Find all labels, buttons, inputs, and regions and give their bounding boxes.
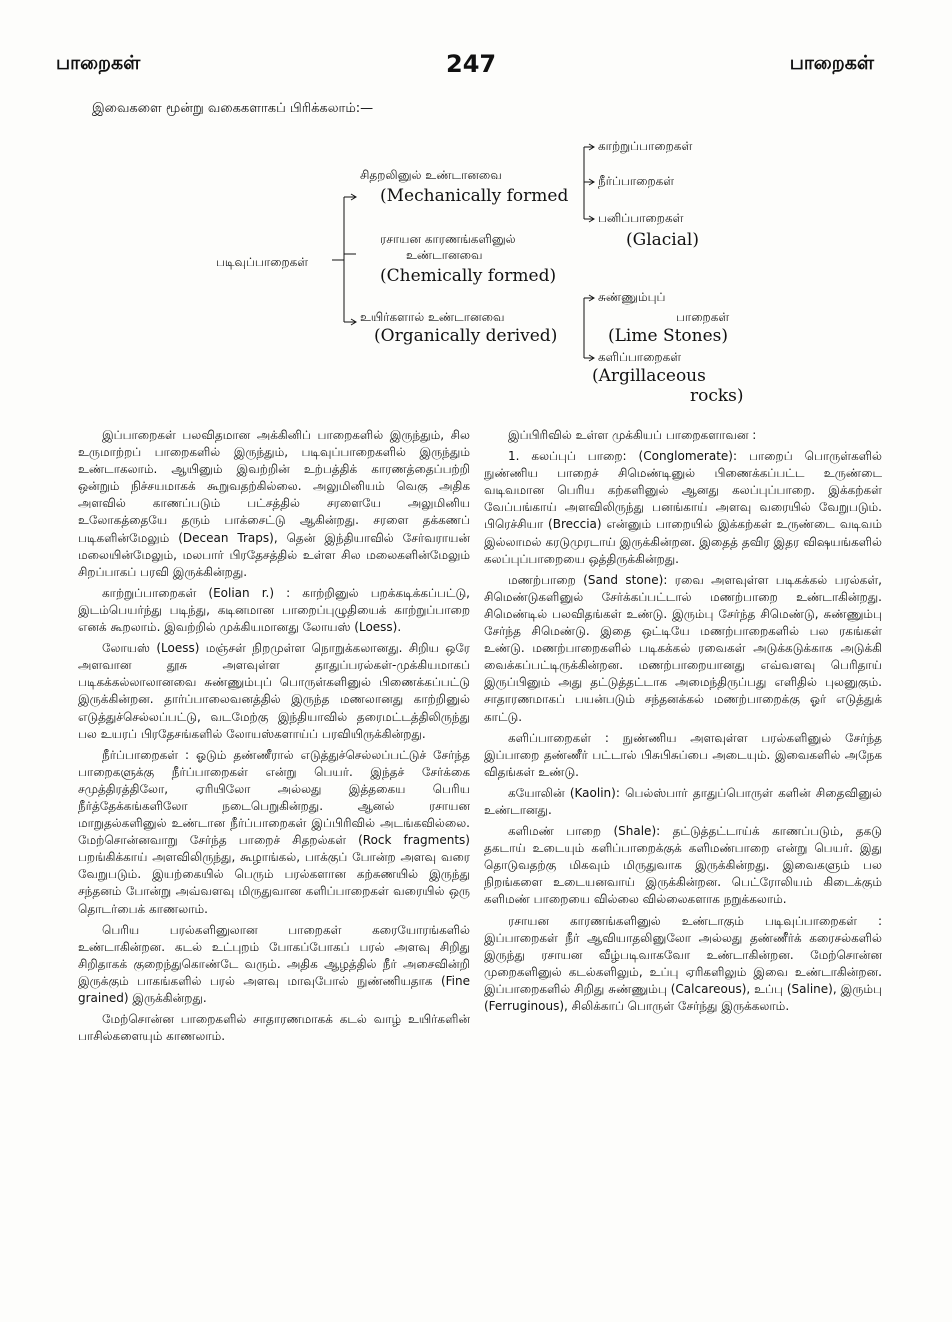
paragraph: மணற்பாறை (Sand stone): ரவை அளவுள்ள படிகக்கல் பரல்கள், சிமெண்டுகளினுல் சேர்க்கப்பட்டால் மணற்பாறை உண்டாகின்றது. சிமெண்டில் பலவிதங்கள் உண்டு. இரும்பு சேர்ந்த சிமெண்டு, சுண்ணும்பு சேர்ந்த சிமெண்டு. இதை ஒட்டியே மணற்பாறைகளில் பல ரகங்கள் உண்டு. மணற்பாறைகளில் படிகக்கல் ரவைகள் அடுக்கடுக்காக அடுக்கி வைக்கப்பட்டிருக்கின்றன. மணற்பாறையானது எவ்வளவு பெரிதாய் இருப்பினும் அது தட்டுத்தட்டாக அமைந்திருப்பது எளிதில் புலனுகும். சாதாரணமாகப் பயன்படும் சந்தனக்கல் மணற்பாறைக்கு ஓர் எடுத்துக் காட்டு. xyxy=(484,572,882,724)
paragraph: 1. கலப்புப் பாறை: (Conglomerate): பாறைப் பொருள்களில் நுண்ணிய பாறைச் சிமெண்டினுல் பிணைக்கப்பட்ட உருண்டை வடிவமான பெரிய கற்களினுல் ஆனது கலப்புப்பாறை. இக்கற்கள் வேப்பங்காய் அளவிலிருந்து பனங்காய் அளவு வரையில் வேறுபடும். பிரெச்சியா (Breccia) என்னும் பாறையில் இக்கற்கள் உருண்டை வடிவம் இல்லாமல் கரடுமுரடாய் இருக்கின்றன. இதைத் தவிர இதர விஷயங்களில் கலப்புப்பாறையை ஒத்திருக்கின்றது. xyxy=(484,449,882,566)
lime-english: (Lime Stones) xyxy=(608,326,729,346)
running-header-right: பாறைகள் xyxy=(789,52,874,74)
classification-diagram xyxy=(0,130,952,410)
diagram-root: படிவுப்பாறைகள் xyxy=(216,255,309,269)
paragraph: மேற்சொன்ன பாறைகளில் சாதாரணமாகக் கடல் வாழ் உயிர்களின் பாசில்களையும் காணலாம். xyxy=(78,1012,470,1044)
intro-sentence: இவைகளை மூன்று வகைகளாகப் பிரிக்கலாம்:— xyxy=(92,101,374,116)
glacial-english: (Glacial) xyxy=(626,230,699,250)
paragraph: இப்பாறைகள் பலவிதமான அக்கினிப் பாறைகளில் இருந்தும், சில உருமாற்றப் பாறைகளில் இருந்தும், படிவுப்பாறைகளில் இருந்தும் உண்டாகலாம். ஆயினும் இவற்றின் உற்பத்திக் காரணத்தைப்பற்றி ஒன்றும் நிச்சயமாகக் கூறுவதற்கில்லை. அலுமினியம் வெகு அதிக அளவில் காணப்படும் பட்சத்தில் சரளையே அலுமினிய உலோகத்தையே தரும் பாக்சைட்டு ஆகின்றது. சரளை தக்கணப் படிகளின்மேலும் (Decean Traps), தென் இந்தியாவில் சேர்வராயன் மலையின்மேலும், மலபார் பிரதேசத்தில் உள்ள சில மலைகளின்மேலும் சிறப்பாகப் பரவி இருக்கின்றது. xyxy=(78,428,470,579)
running-header-left: பாறைகள் xyxy=(56,52,141,74)
paragraph: களிப்பாறைகள் : நுண்ணிய அளவுள்ள பரல்களினுல் சேர்ந்த இப்பாறை தண்ணீர் பட்டால் பிசுபிசுப்பை அடையும். இவைகளில் அநேக விதங்கள் உண்டு. xyxy=(484,730,882,779)
branch2-tamil-1: ரசாயன காரணங்களினுல் xyxy=(380,232,516,246)
right-column xyxy=(484,427,882,1019)
paragraph: பெரிய பரல்களினுலான பாறைகள் கரையோரங்களில் உண்டாகின்றன. கடல் உட்புறம் போகப்போகப் பரல் அளவு சிறிது சிறிதாகக் குறைந்துகொண்டே வரும். அதிக ஆழத்தில் நீர் அசைவின்றி இருக்கும் பாகங்களில் பரல் அளவு மாவுபோல் நுண்ணியதாக (Fine grained) இருக்கின்றது. xyxy=(78,922,470,1005)
branch2-tamil-2: உண்டானவை xyxy=(406,248,483,262)
branch1-tamil: சிதறலினுல் உண்டானவை xyxy=(360,168,502,182)
paragraph: கயோலின் (Kaolin): பெல்ஸ்பார் தாதுப்பொருள் களின் சிதைவினுல் உண்டானது. xyxy=(484,785,882,817)
lime-tamil-1: சுண்ணும்புப் xyxy=(598,290,666,304)
child-aqueous: நீர்ப்பாறைகள் xyxy=(598,174,675,188)
paragraph: லோயஸ் (Loess) மஞ்சள் நிறமுள்ள நொறுக்கலானது. சிறிய ஒரே அளவான தூசு அளவுள்ள தாதுப்பரல்கள்-முக்கியமாகப் படிகக்கல்லாலானவை சுண்ணும்புப் பொருள்களினுல் பிணைக்கப்பட்டு இருக்கின்றன. தார்ப்பாலைவனத்தில் இருந்த மணலானது காற்றினுல் எடுத்துச்செல்லப்பட்டு, வடமேற்கு இந்தியாவில் தரைமட்டத்திலிருந்து பல உயரப் பிரதேசங்களில் லோயஸ்களாய்ப் பரவியிருக்கின்றது. xyxy=(78,641,470,741)
argillaceous-tamil: களிப்பாறைகள் xyxy=(598,350,682,364)
branch3-english: (Organically derived) xyxy=(374,326,558,346)
branch2-english: (Chemically formed) xyxy=(380,266,557,286)
argillaceous-english-1: (Argillaceous xyxy=(592,366,706,386)
child-glacial: பனிப்பாறைகள் xyxy=(598,211,684,225)
paragraph: களிமண் பாறை (Shale): தட்டுத்தட்டாய்க் காணப்படும், தகடு தகடாய் உடையும் களிப்பாறைக்குக் களிமண்பாறை என்று பெயர். இது தொடுவதற்கு மிகவும் மிருதுவாக இருக்கின்றது. இவைகளும் பல நிறங்களை உடையனவாய் இருக்கின்றன. பெட்ரோலியம் கிடைக்கும் களிமண் பாறையை வில்லை வில்லைகளாக நறுக்கலாம். xyxy=(484,824,882,907)
argillaceous-english-2: rocks) xyxy=(690,386,744,406)
lime-tamil-2: பாறைகள் xyxy=(676,310,730,324)
paragraph: ரசாயன காரணங்களினுல் உண்டாகும் படிவுப்பாறைகள் : இப்பாறைகள் நீர் ஆவியாதலினுலோ அல்லது தண்ணீர்க் கரைசல்களில் இருந்து ரசாயன வீழ்படிவாகவோ உண்டாகின்றன. மேற்சொன்ன முறைகளினுல் கடல்களிலும், உப்பு ஏரிகளிலும் இவை உண்டாகின்றன. இப்பாறைகளில் சிறிது சுண்ணும்பு (Calcareous), உப்பு (Saline), இரும்பு (Ferruginous), சிலிக்காப் பொருள் சேர்ந்து இருக்கலாம். xyxy=(484,913,882,1013)
paragraph: காற்றுப்பாறைகள் (Eolian r.) : காற்றினுல் பறக்கடிக்கப்பட்டு, இடம்பெயர்ந்து படிந்து, கடினமான பாறைப்புழுதியைக் காற்றுப்பாறை எனக் கூறலாம். இவற்றில் முக்கியமானது லோயஸ் (Loess). xyxy=(78,585,470,635)
page-number: 247 xyxy=(446,50,497,78)
paragraph: இப்பிரிவில் உள்ள முக்கியப் பாறைகளாவன : xyxy=(508,428,757,442)
left-column xyxy=(78,427,470,1049)
branch3-tamil: உயிர்களால் உண்டானவை xyxy=(360,310,505,324)
paragraph: நீர்ப்பாறைகள் : ஓடும் தண்ணீரால் எடுத்துச்செல்லப்பட்டுச் சேர்ந்த பாறைகளுக்கு நீர்ப்பாறைகள் என்று பெயர். இந்தச் சேர்க்கை சமுத்திரத்திலோ, ஏரியிலோ அல்லது இத்தகைய பெரிய நீர்த்தேக்கங்களிலோ நடைபெறுகின்றது. ஆனல் ரசாயன மாறுதல்களினுல் உண்டான நீர்ப்பாறைகள் இப்பிரிவில் அடங்கவில்லை. மேற்சொன்னவாறு சேர்ந்த பாறைச் சிதறல்கள் (Rock fragments) பறங்கிக்காய் அளவிலிருந்து, கூழாங்கல், பாக்குப் போன்ற அளவு வரை வேறுபடும். இயற்கையில் பெரும் பரல்களான கற்சுணயில் இருந்து சந்தனம் போன்று அவ்வளவு மிருதுவான களிப்பாறைகள் வரையில் ஒரு தொடர்பைக் காணலாம். xyxy=(78,747,470,916)
branch1-english: (Mechanically formed xyxy=(380,186,569,206)
child-eolian: காற்றுப்பாறைகள் xyxy=(598,139,693,153)
